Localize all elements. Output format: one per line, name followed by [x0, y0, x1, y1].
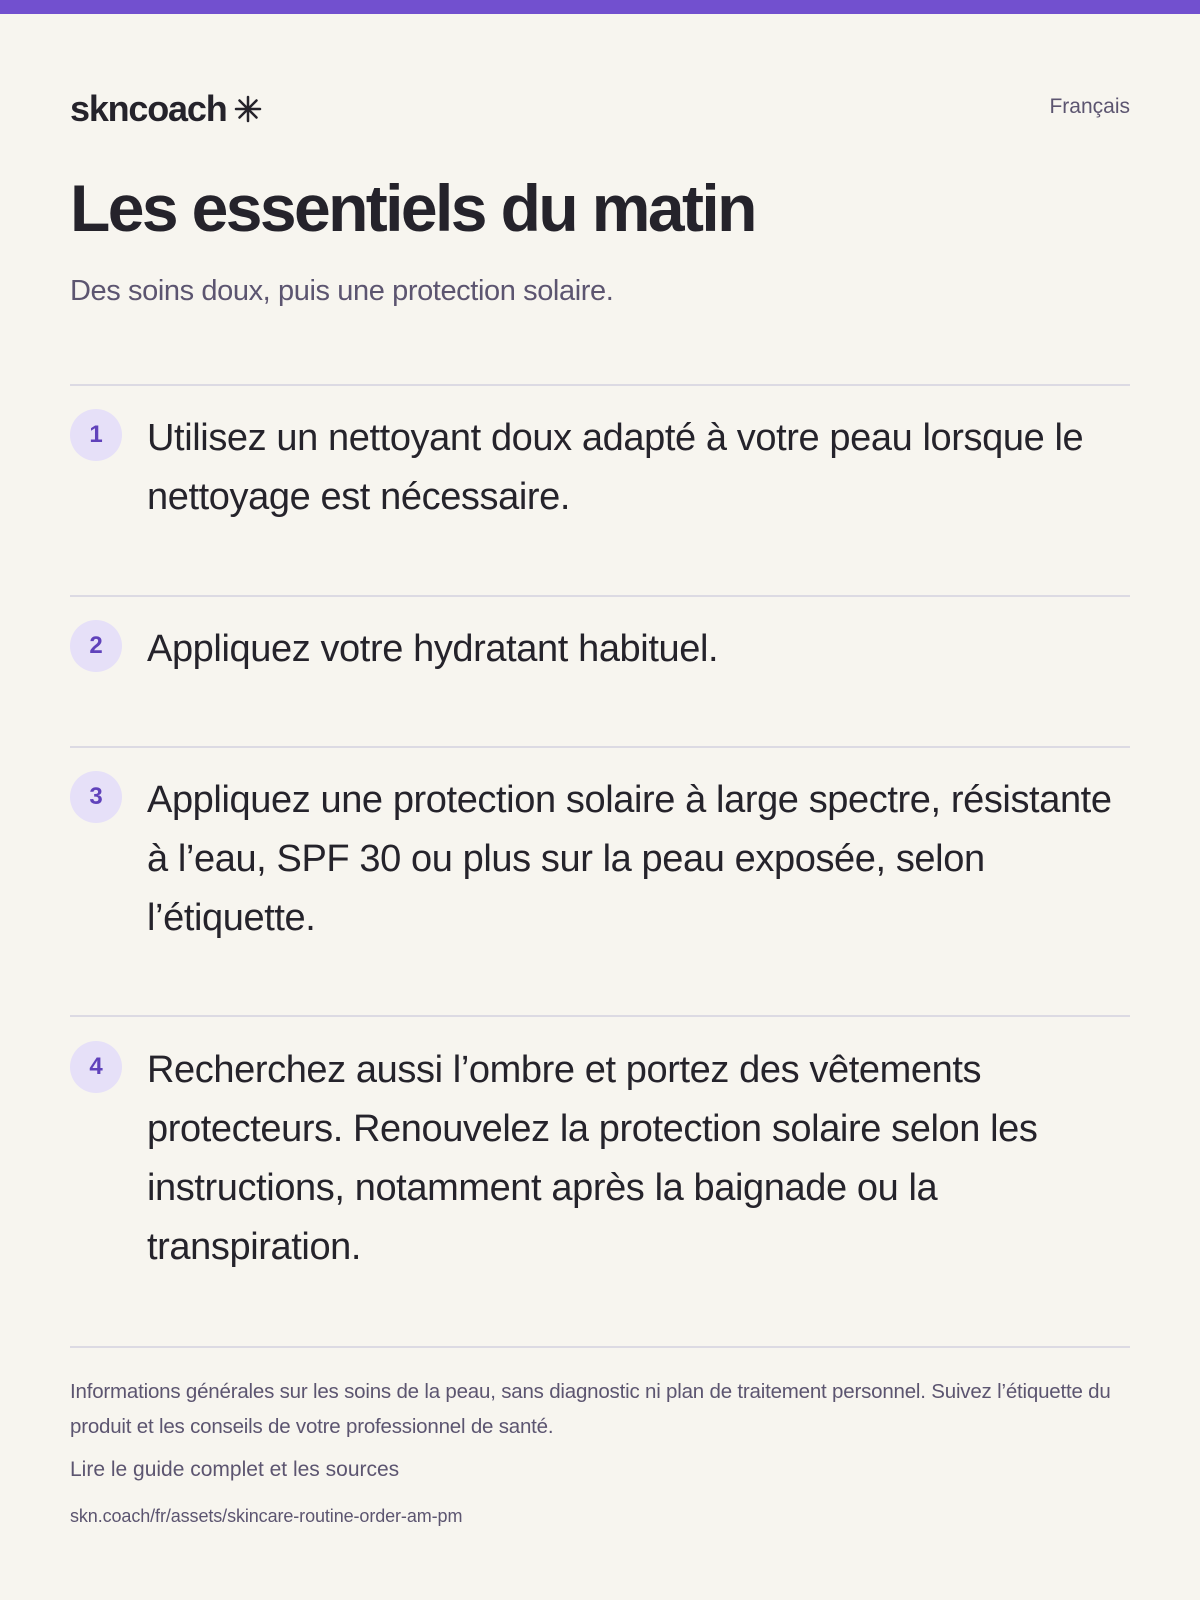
step-divider [70, 384, 1130, 386]
step-number-badge: 1 [70, 409, 122, 461]
page-header [70, 84, 1130, 134]
page-subtitle: Des soins doux, puis une protection solaire. [70, 275, 614, 307]
morning-routine-card [70, 0, 1130, 1600]
routine-step-3 [70, 771, 1130, 1014]
step-text: Appliquez une protection solaire à large spectre, résistante à l’eau, SPF 30 ou plus sur la peau exposée, selon l’étiquette. [147, 779, 1112, 939]
step-number-badge: 2 [70, 620, 122, 672]
step-divider [70, 1015, 1130, 1017]
footer-divider [70, 1346, 1130, 1348]
step-number-badge: 3 [70, 771, 122, 823]
brand-name: skncoach [70, 88, 227, 129]
routine-steps [70, 384, 1130, 1348]
full-guide-link[interactable]: Lire le guide complet et les sources [70, 1458, 400, 1481]
step-divider [70, 746, 1130, 748]
page-title: Les essentiels du matin [70, 171, 755, 245]
routine-step-4 [70, 1041, 1130, 1341]
guide-url-text: skn.coach/fr/assets/skincare-routine-order-am-pm [70, 1506, 463, 1526]
step-text: Appliquez votre hydratant habituel. [147, 628, 719, 670]
step-number-badge: 4 [70, 1041, 122, 1093]
step-divider [70, 595, 1130, 597]
language-label: Français [1049, 95, 1130, 118]
asterisk-icon [234, 95, 262, 123]
routine-step-1 [70, 409, 1130, 594]
disclaimer-text: Informations générales sur les soins de la peau, sans diagnostic ni plan de traitement personnel. Suivez l’étiquette du produit et les conseils de votre professionnel de santé. [70, 1380, 1111, 1438]
step-text: Utilisez un nettoyant doux adapté à votre peau lorsque le nettoyage est nécessaire. [147, 417, 1084, 518]
routine-step-2 [70, 620, 1130, 745]
brand-logo [70, 86, 262, 132]
step-text: Recherchez aussi l’ombre et portez des vêtements protecteurs. Renouvelez la protection solaire selon les instructions, notamment après la baignade ou la transpiration. [147, 1049, 1038, 1268]
